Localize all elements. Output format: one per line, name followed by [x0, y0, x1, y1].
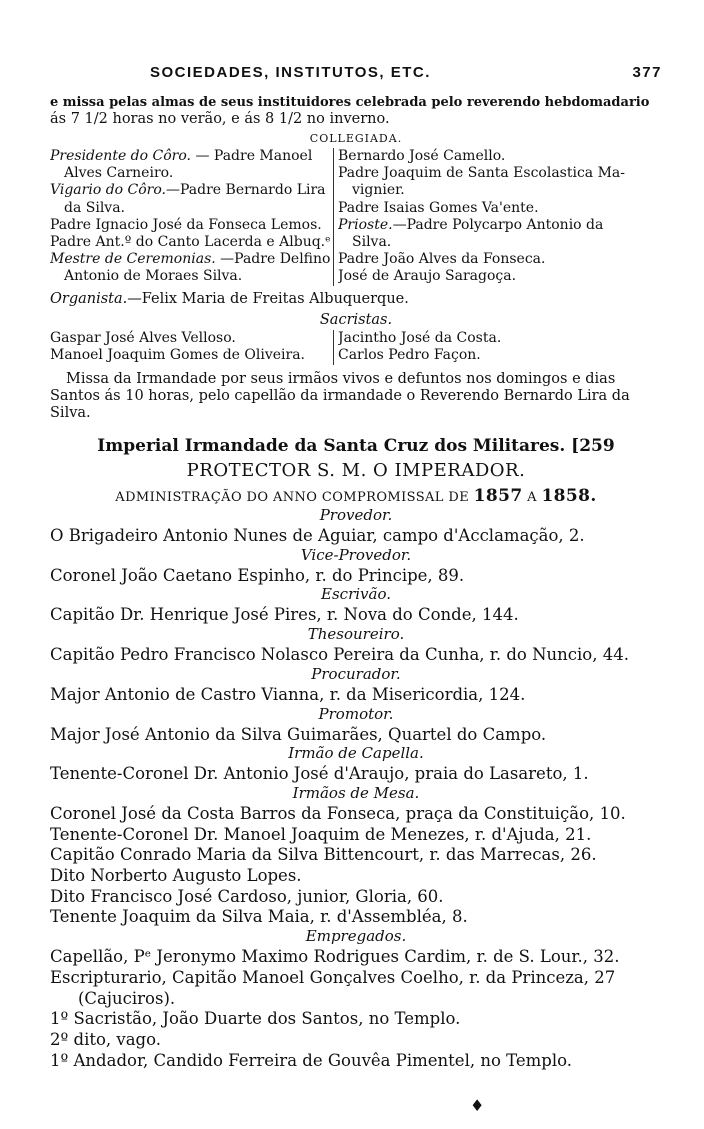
collegiada-entry: Prioste.—Padre Polycarpo Antonio da	[338, 216, 604, 233]
member-entry: Major Antonio de Castro Vianna, r. da Misericordia, 124.	[50, 684, 526, 704]
sacristas-columns	[50, 330, 662, 366]
office-heading: Provedor.	[319, 506, 393, 524]
collegiada-entry: Padre Ant.º do Canto Lacerda e Albuq.ᵉ	[50, 233, 331, 250]
collegiada-entry: Padre João Alves da Fonseca.	[338, 251, 546, 268]
member-entry: Coronel José da Costa Barros da Fonseca, praça da Constituição, 10.	[50, 803, 626, 823]
irmandade-title: Imperial Irmandade da Santa Cruz dos Militares. [259	[97, 436, 615, 456]
missa-line-3: Silva.	[50, 405, 91, 421]
sacrista-entry: Carlos Pedro Façon.	[338, 347, 481, 364]
member-entry: Major José Antonio da Silva Guimarães, Quartel do Campo.	[50, 724, 547, 744]
page-header	[50, 64, 662, 86]
footer-ornament: ♦	[470, 1096, 485, 1115]
collegiada-columns	[50, 148, 662, 286]
office-heading: Escrivão.	[321, 585, 391, 604]
collegiada-entry: Padre Ignacio José da Fonseca Lemos.	[50, 216, 322, 233]
running-title: SOCIEDADES, INSTITUTOS, ETC.	[150, 64, 431, 81]
member-entry: Coronel João Caetano Espinho, r. do Principe, 89.	[50, 565, 465, 585]
collegiada-entry: Alves Carneiro.	[64, 165, 174, 182]
member-entry: 1º Andador, Candido Ferreira de Gouvêa Pimentel, no Templo.	[50, 1050, 572, 1070]
office-heading: Promotor.	[318, 704, 394, 723]
protector-line: PROTECTOR S. M. O IMPERADOR.	[186, 460, 526, 481]
collegiada-entry: vignier.	[352, 182, 405, 199]
collegiada-entry: Silva.	[352, 233, 392, 250]
page-number: 377	[632, 64, 662, 81]
member-entry: Dito Francisco José Cardoso, junior, Gloria, 60.	[50, 886, 444, 906]
member-entry: Capellão, Pᵉ Jeronymo Maximo Rodrigues Cardim, r. de S. Lour., 32.	[50, 947, 620, 967]
collegiada-entry: Mestre de Ceremonias. —Padre Delfino	[50, 251, 331, 268]
collegiada-entry: Padre Joaquim de Santa Escolastica Ma-	[338, 165, 626, 182]
office-heading: Thesoureiro.	[307, 625, 405, 644]
collegiada-entry: da Silva.	[64, 199, 126, 216]
sacristas-heading: Sacristas.	[319, 312, 393, 328]
member-entry: Dito Norberto Augusto Lopes.	[50, 866, 302, 885]
collegiada-right-column	[333, 148, 662, 286]
collegiada-entry: José de Araujo Saragoça.	[338, 268, 517, 285]
member-entry: Capitão Dr. Henrique José Pires, r. Nova do Conde, 144.	[50, 605, 519, 625]
intro-line-2: ás 7 1/2 horas no verão, e ás 8 1/2 no inverno.	[50, 111, 390, 127]
collegiada-heading: COLLEGIADA.	[309, 132, 403, 145]
collegiada-entry: Presidente do Côro. — Padre Manoel	[50, 148, 313, 164]
sacrista-entry: Gaspar José Alves Velloso.	[50, 330, 236, 346]
member-entry: Capitão Pedro Francisco Nolasco Pereira da Cunha, r. do Nuncio, 44.	[50, 645, 629, 665]
office-heading: Vice-Provedor.	[300, 545, 412, 564]
administration-line: ADMINISTRAÇÃO DO ANNO COMPROMISSAL DE 1857 A 1858.	[115, 486, 597, 506]
member-entry: Tenente-Coronel Dr. Antonio José d'Araujo, praia do Lasareto, 1.	[50, 764, 589, 784]
collegiada-entry: Antonio de Moraes Silva.	[64, 268, 243, 285]
member-entry: Tenente Joaquim da Silva Maia, r. d'Assembléa, 8.	[50, 907, 468, 927]
sacrista-entry: Jacintho José da Costa.	[338, 330, 502, 346]
office-heading: Procurador.	[311, 664, 401, 683]
member-entry: O Brigadeiro Antonio Nunes de Aguiar, campo d'Acclamação, 2.	[50, 526, 585, 545]
sacristas-left	[50, 330, 333, 364]
member-entry-continuation: (Cajuciros).	[78, 988, 176, 1008]
member-entry: 1º Sacristão, João Duarte dos Santos, no Templo.	[50, 1009, 461, 1029]
office-heading: Empregados.	[305, 927, 407, 946]
sacrista-entry: Manoel Joaquim Gomes de Oliveira.	[50, 347, 306, 364]
collegiada-entry: Padre Isaias Gomes Va'ente.	[338, 199, 539, 216]
collegiada-left-column	[50, 148, 333, 286]
organista-line: Organista.—Felix Maria de Freitas Albuquerque.	[50, 291, 409, 307]
missa-line-1: Missa da Irmandade por seus irmãos vivos e defuntos nos domingos e dias	[66, 371, 616, 387]
sacristas-right	[333, 330, 662, 365]
member-entry: Capitão Conrado Maria da Silva Bittencourt, r. das Marrecas, 26.	[50, 845, 597, 865]
missa-line-2: Santos ás 10 horas, pelo capellão da irmandade o Reverendo Bernardo Lira da	[50, 388, 630, 404]
member-entry: 2º dito, vago.	[50, 1029, 162, 1049]
member-entry: Tenente-Coronel Dr. Manoel Joaquim de Menezes, r. d'Ajuda, 21.	[50, 824, 592, 844]
collegiada-entry: Vigario do Côro.—Padre Bernardo Lira	[50, 182, 326, 199]
office-heading: Irmão de Capella.	[288, 744, 424, 763]
member-entry: Escripturario, Capitão Manoel Gonçalves Coelho, r. da Princeza, 27	[50, 967, 616, 987]
office-heading: Irmãos de Mesa.	[292, 783, 420, 802]
intro-line-1: e missa pelas almas de seus instituidores celebrada pelo reverendo hebdomadario	[50, 95, 650, 110]
collegiada-entry: Bernardo José Camello.	[338, 148, 506, 164]
